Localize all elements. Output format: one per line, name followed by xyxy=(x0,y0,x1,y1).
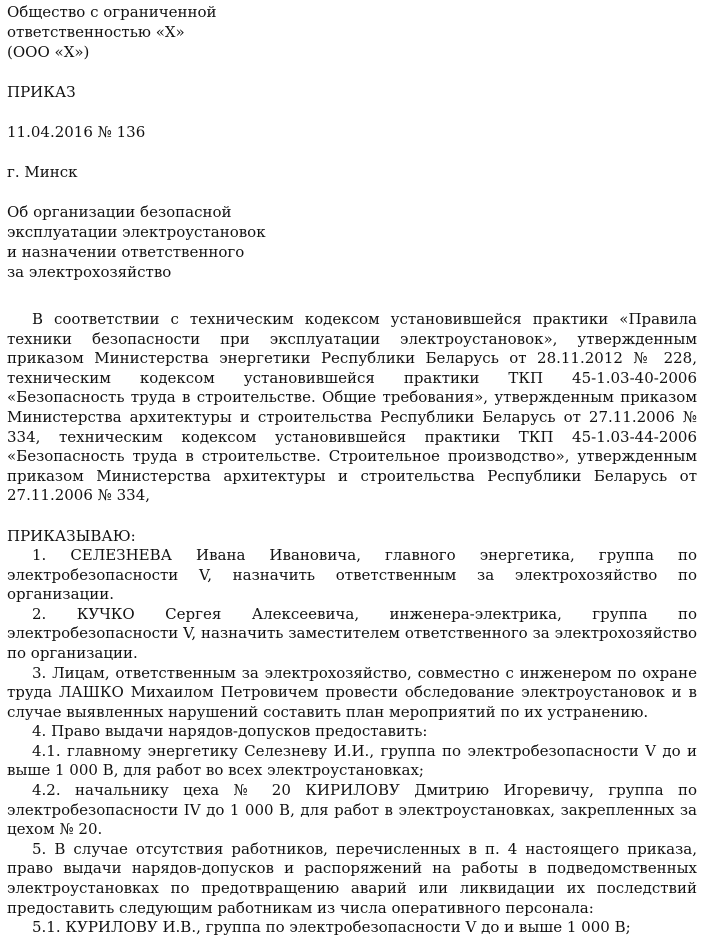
order-item-5-1: 5.1. КУРИЛОВУ И.В., группа по электробезопасности V до и выше 1 000 В; xyxy=(32,918,631,937)
document-type: ПРИКАЗ xyxy=(7,83,76,101)
subject-line-1: Об организации безопасной xyxy=(7,203,232,221)
org-short-name: (ООО «Х») xyxy=(7,43,90,61)
organization-header xyxy=(7,2,697,62)
order-items-list xyxy=(7,546,697,938)
org-name-line-2: ответственностью «Х» xyxy=(7,23,185,41)
order-item-2: 2. КУЧКО Сергея Алексеевича, инженера-электрика, группа по электробезопасности V, назначить заместителем ответственного за электрохозяйство по организации. xyxy=(7,604,697,662)
order-item-4-2: 4.2. начальнику цеха № 20 КИРИЛОВУ Дмитрию Игоревичу, группа по электробезопасности IV до 1 000 В, для работ в электроустановках, закрепленных за цехом № 20. xyxy=(7,781,697,839)
document-date-number: 11.04.2016 № 136 xyxy=(7,123,146,141)
order-item-4-1: 4.1. главному энергетику Селезневу И.И., группа по электробезопасности V до и выше 1 000 В, для работ во всех электроустановках; xyxy=(7,741,697,780)
subject-line-3: и назначении ответственного xyxy=(7,243,245,261)
subject-line-2: эксплуатации электроустановок xyxy=(7,223,266,241)
preamble-paragraph: В соответствии с техническим кодексом установившейся практики «Правила техники безопасности при эксплуатации электроустановок», утвержденным приказом Министерства энергетики Республики Беларусь от 28.11.2012 № 228, техническим кодексом установившейся практики ТКП 45-1.03-40-2006 «Безопасность труда в строительстве. Общие требования», утвержденным приказом Министерства архитектуры и строительства Республики Беларусь от 27.11.2006 № 334, техническим кодексом установившейся практики ТКП 45-1.03-44-2006 «Безопасность труда в строительстве. Строительное производство», утвержденным приказом Министерства архитектуры и строительства Республики Беларусь от 27.11.2006 № 334, xyxy=(7,310,697,505)
document-subject xyxy=(7,202,697,282)
order-item-4: 4. Право выдачи нарядов-допусков предоставить: xyxy=(32,722,428,741)
order-item-5: 5. В случае отсутствия работников, перечисленных в п. 4 настоящего приказа, право выдачи нарядов-допусков и распоряжений на работы в подведомственных электроустановках по предотвращению аварий или ликвидации их последствий предоставить следующим работникам из числа оперативного персонала: xyxy=(7,839,697,917)
org-name-line-1: Общество с ограниченной xyxy=(7,3,217,21)
subject-line-4: за электрохозяйство xyxy=(7,263,172,281)
order-item-1: 1. СЕЛЕЗНЕВА Ивана Ивановича, главного энергетика, группа по электробезопасности V, назначить ответственным за электрохозяйство по организации. xyxy=(7,545,697,604)
document-city: г. Минск xyxy=(7,163,78,181)
order-word: ПРИКАЗЫВАЮ: xyxy=(7,526,136,545)
order-item-3: 3. Лицам, ответственным за электрохозяйство, совместно с инженером по охране труда ЛАШКО Михаилом Петровичем провести обследование электроустановок и в случае выявленных нарушений составить план мероприятий по их устранению. xyxy=(7,663,697,721)
document-page xyxy=(7,2,697,938)
